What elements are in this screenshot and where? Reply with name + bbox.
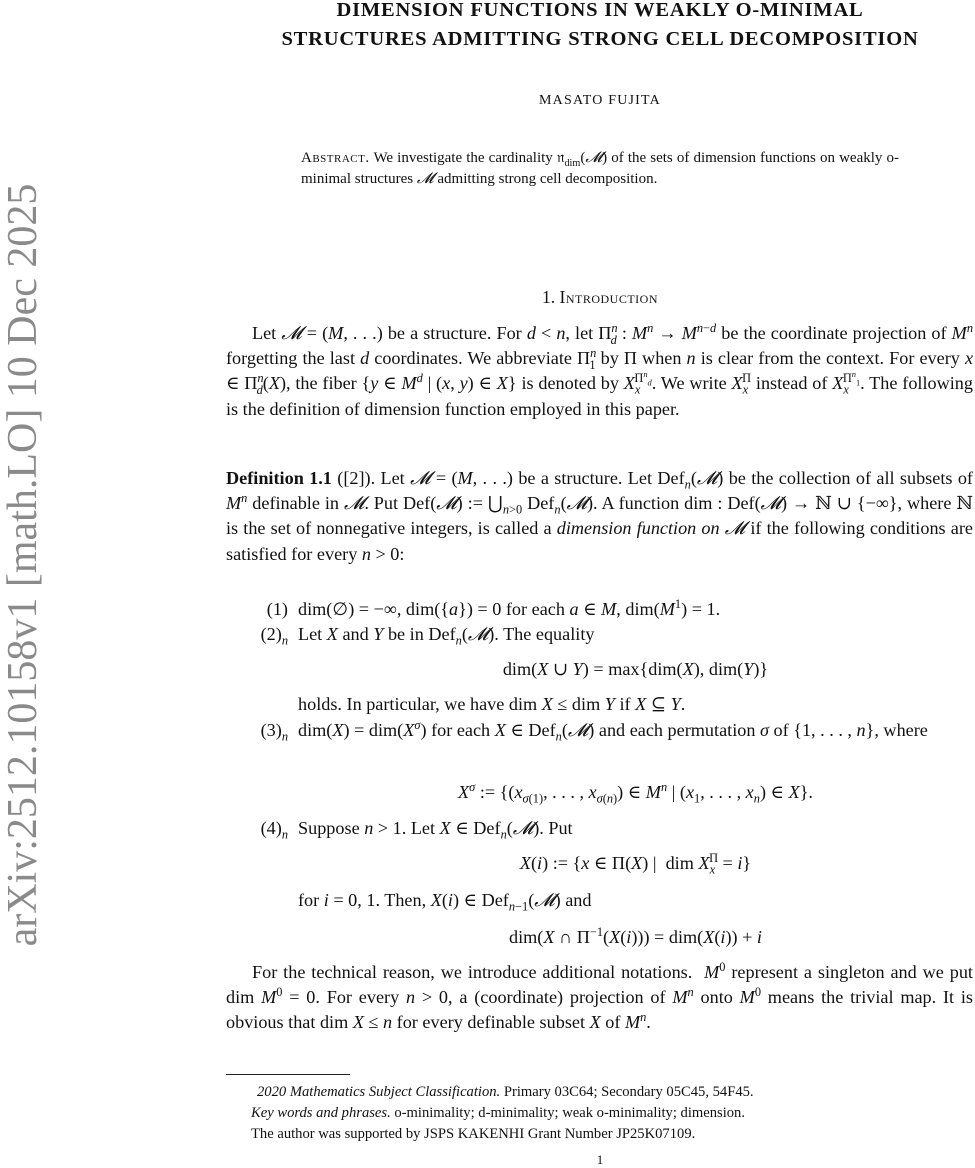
msc-label: 2020 Mathematics Subject Classification. [257,1084,501,1100]
condition-4-continuation: for i = 0, 1. Then, X(i) ∈ Def$_{n-1}$(𝓜) and [298,890,592,914]
closing-paragraph: For the technical reason, we introduce additional notations. $M^0$ represent a singleton and we put dim $M^0 = 0$. For every n > 0, a (coordinate) projection of $M^n$ onto $M^0$ means the trivial map. It is obvious that dim X ≤ n for every definable subset X of $M^n$. [226,959,974,1033]
abstract-label: Abstract. [301,150,370,166]
arxiv-stamp [0,0,46,960]
condition-text: $dim(X) = dim(X^\sigma)$ for each X ∈ Def$_n$(𝓜) and each permutation σ of {1, . . . , n}, where [298,717,928,744]
section-heading [226,287,974,308]
paper-title [226,0,974,54]
author-name: MASATO FUJITA [539,93,661,108]
condition-text: dim(∅) = −∞, dim({a}) = 0 for each a ∈ M, $dim(M^1) = 1$. [298,596,721,619]
condition-label: $(3)_n$ [260,720,288,744]
condition-label: $(4)_n$ [260,818,288,842]
footnote-keywords [251,1103,973,1124]
condition-2-continuation: holds. In particular, we have dim X ≤ dim Y if X ⊆ Y. [298,694,686,714]
section-number: 1. [542,287,556,307]
title-line-1: DIMENSION FUNCTIONS IN WEAKLY O-MINIMAL [336,0,864,21]
keywords-text: o-minimality; d-minimality; weak o-minimality; dimension. [394,1105,746,1121]
section-title: Introduction [559,287,658,307]
keywords-label: Key words and phrases. [251,1105,391,1121]
intro-paragraph: Let 𝓜 = (M, . . .) be a structure. For d < n, let $\Pi^n_d$ : $M^n \to M^{n-d}$ be the coordinate projection of $M^n$ forgetting the last d coordinates. We abbreviate $\Pi^n_1$ by Π when n is clear from the context. For every x ∈ $\Pi^n_d(X)$, the fiber {y ∈ $M^d$ | (x, y) ∈ X} is denoted by $X_x^{\Pi^n_d}$. We write $X_x^\Pi$ instead of $X_x^{\Pi^n_1}$. The following is the definition of dimension function employed in this paper. [226,320,974,419]
condition-text: Suppose n > 1. Let X ∈ Def$_n$(𝓜). Put [298,818,573,842]
condition-label: $(2)_n$ [260,624,288,648]
condition-2 [226,622,973,648]
page-number: 1 [596,1152,604,1167]
condition-text: Let X and Y be in Def$_n$(𝓜). The equality [298,624,595,648]
condition-1 [226,597,973,623]
equation-fiber-set: X(i) := {x ∈ Π(X) | dim $X_x^\Pi = i$} [519,850,752,877]
equation-dim-preimage: dim(X ∩ $\Pi^{-1}(X(i))) = dim(X(i)) + i$ [509,924,762,947]
title-line-2: STRUCTURES ADMITTING STRONG CELL DECOMPOSITION [281,28,919,50]
equation-dim-union: dim(X ∪ Y) = max{dim(X), dim(Y)} [502,659,769,679]
msc-text: Primary 03C64; Secondary 05C45, 54F45. [503,1084,754,1100]
definition-1-1: Definition 1.1 ([2]). Let 𝓜 = (M, . . .) be a structure. Let Def$_n$(𝓜) be the collection of all subsets of $M^n$ definable in 𝓜. Put Def(𝓜) := $⋃_{n>0}$ Def$_n$(𝓜). A function dim : Def(𝓜) → ℕ ∪ {−∞}, where ℕ is the set of nonnegative integers, is called a dimension function on 𝓜 if the following conditions are satisfied for every n > 0: [226,468,973,564]
abstract-text: We investigate the cardinality 𝔫$_{dim}$(𝓜) of the sets of dimension functions on weakly o-minimal structures 𝓜 admitting strong cell decomposition. [301,150,899,187]
footnote-rule [226,1074,350,1075]
arxiv-identifier: arXiv:2512.10158v1 [math.LO] 10 Dec 2025 [0,183,46,947]
abstract [301,148,899,190]
equation-permutation: $X^\sigma$ := {($x_{\sigma(1)}$, . . . , $x_{\sigma(n)}$) ∈ $M^n$ | ($x_1$, . . . , $x_n$) ∈ X}. [458,779,813,806]
definition-cite: ([2]). [337,468,376,488]
footnote-msc [257,1082,975,1103]
definition-label: Definition 1.1 [226,468,332,488]
footnote-funding: The author was supported by JSPS KAKENHI Grant Number JP25K07109. [251,1126,696,1142]
condition-4 [226,816,973,842]
condition-label: (1) [266,599,288,619]
condition-3 [226,718,973,770]
